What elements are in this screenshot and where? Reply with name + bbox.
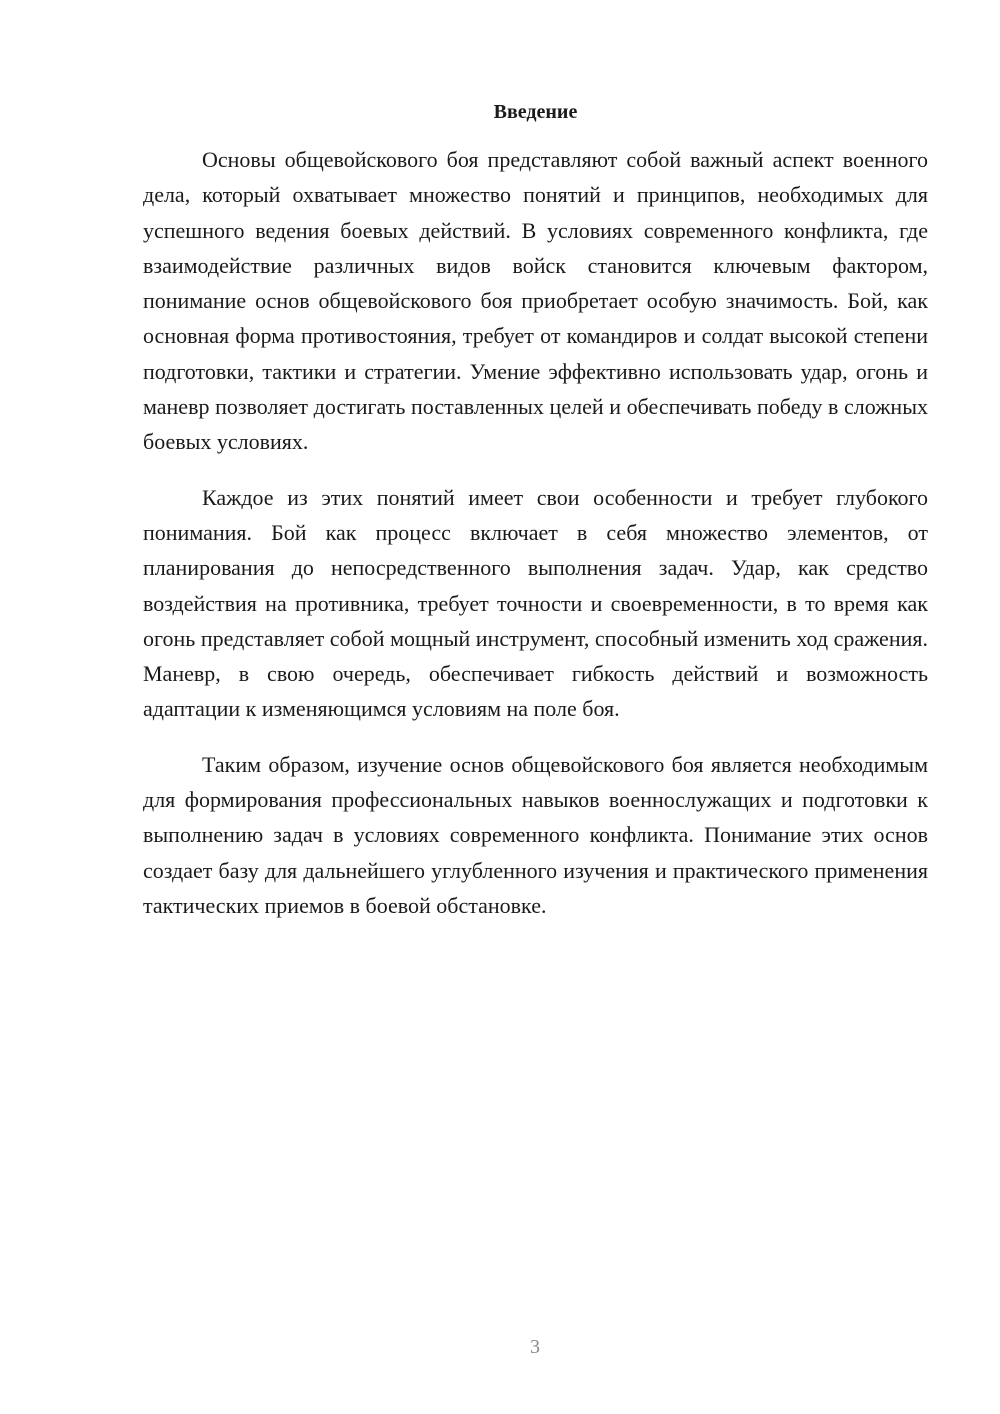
paragraph: Таким образом, изучение основ общевойскового боя является необходимым для формирования профессиональных навыков военнослужащих и подготовки к выполнению задач в условиях современного конфликта. Понимание этих основ создает базу для дальнейшего углубленного изучения и практического применения тактических приемов в боевой обстановке.: [143, 751, 928, 918]
paragraph: Каждое из этих понятий имеет свои особенности и требует глубокого понимания. Бой как процесс включает в себя множество элементов, от планирования до непосредственного выполнения задач. Удар, как средство воздействия на противника, требует точности и своевременности, в то время как огонь представляет собой мощный инструмент, способный изменить ход сражения. Маневр, в свою очередь, обеспечивает гибкость действий и возможность адаптации к изменяющимся условиям на поле боя.: [143, 484, 928, 722]
section-title: Введение: [493, 101, 578, 123]
body-text: [143, 142, 928, 943]
page-number: 3: [530, 1336, 540, 1358]
paragraph: Основы общевойскового боя представляют собой важный аспект военного дела, который охватывает множество понятий и принципов, необходимых для успешного ведения боевых действий. В условиях современного конфликта, где взаимодействие различных видов войск становится ключевым фактором, понимание основ общевойскового боя приобретает особую значимость. Бой, как основная форма противостояния, требует от командиров и солдат высокой степени подготовки, тактики и стратегии. Умение эффективно использовать удар, огонь и маневр позволяет достигать поставленных целей и обеспечивать победу в сложных боевых условиях.: [143, 147, 928, 455]
